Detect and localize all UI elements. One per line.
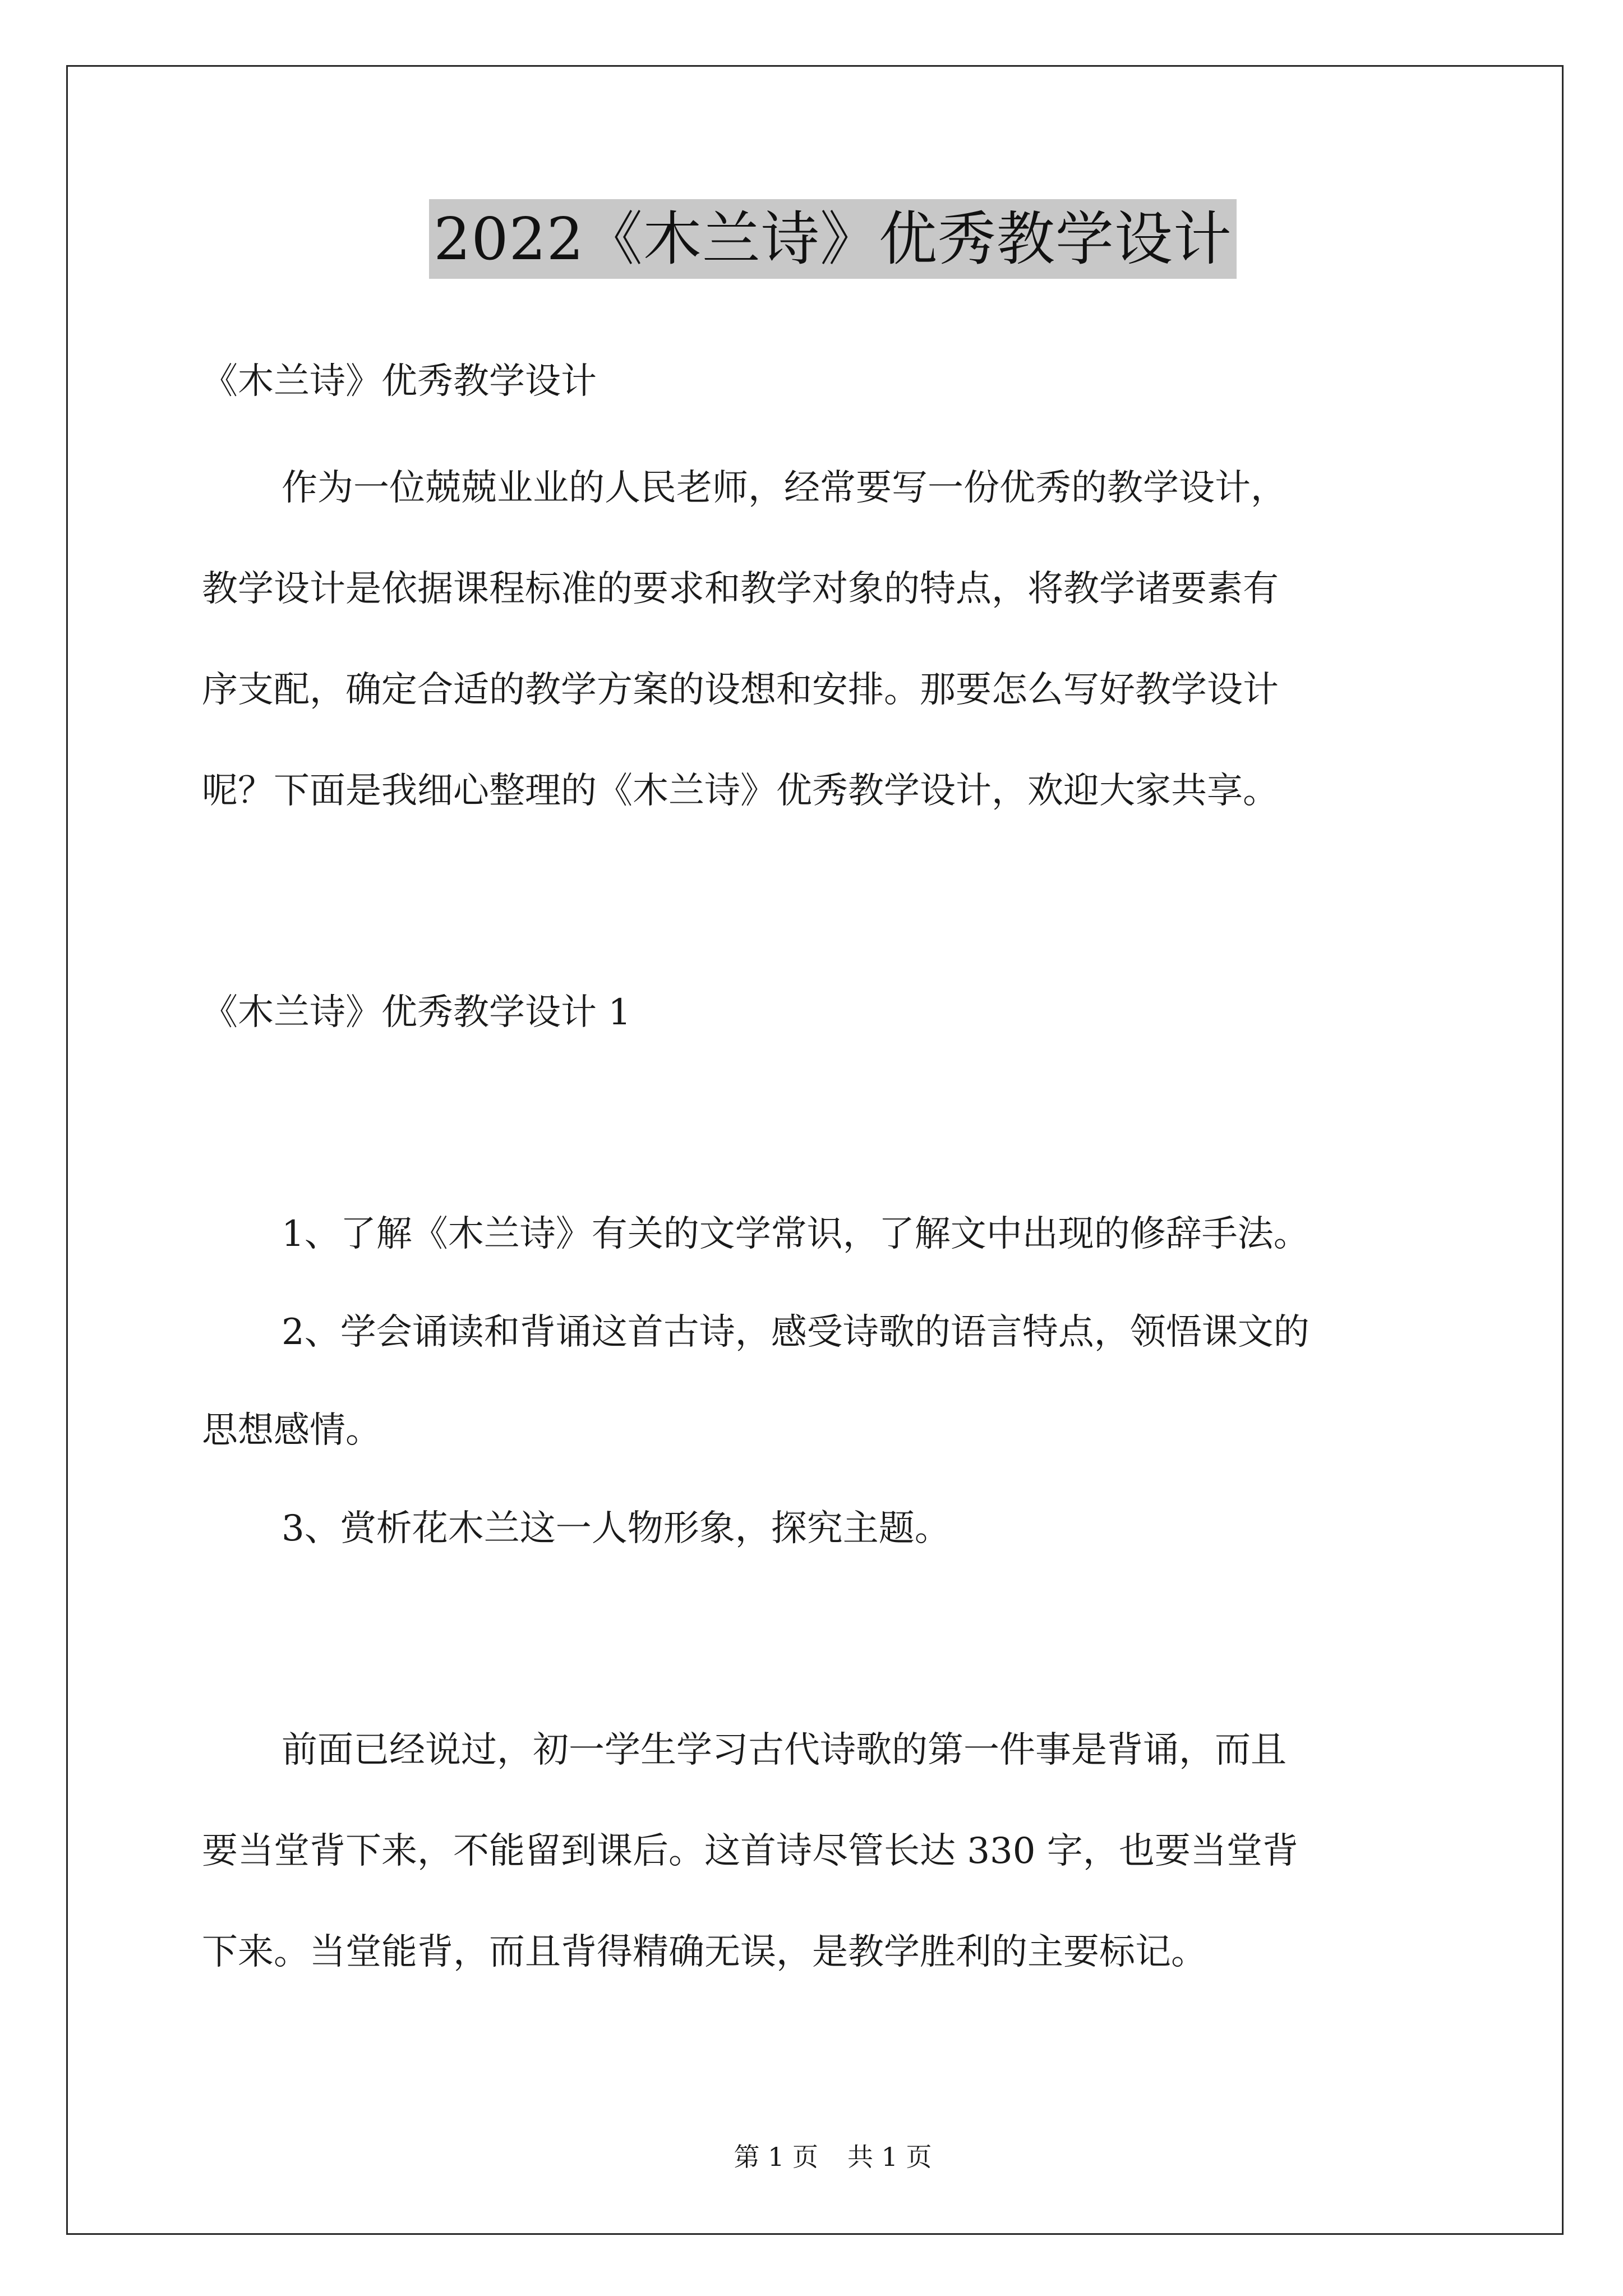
section-heading: 《木兰诗》优秀教学设计 1: [202, 992, 631, 1033]
paragraph-line: 要当堂背下来，不能留到课后。这首诗尽管长达 330 字，也要当堂背: [202, 1830, 1298, 1872]
intro-line: 作为一位兢兢业业的人民老师，经常要写一份优秀的教学设计，: [282, 467, 1287, 509]
paragraph-line: 下来。当堂能背，而且背得精确无误，是教学胜利的主要标记。: [202, 1931, 1207, 1973]
intro-line: 序支配，确定合适的教学方案的设想和安排。那要怎么写好教学设计: [202, 669, 1279, 711]
page-total: 共 1 页: [847, 2142, 932, 2172]
document-subtitle: 《木兰诗》优秀教学设计: [202, 361, 597, 402]
page-number: 第 1 页: [734, 2142, 818, 2172]
title-container: [202, 199, 1464, 279]
objective-line: 1、了解《木兰诗》有关的文学常识，了解文中出现的修辞手法。: [282, 1213, 1310, 1255]
paragraph-line: 前面已经说过，初一学生学习古代诗歌的第一件事是背诵，而且: [282, 1729, 1287, 1771]
objective-line: 3、赏析花木兰这一人物形象，探究主题。: [282, 1508, 951, 1549]
intro-line: 教学设计是依据课程标准的要求和教学对象的特点，将教学诸要素有: [202, 568, 1279, 610]
document-body: [202, 0, 1464, 2296]
page-footer: [202, 2140, 1464, 2174]
document-title: 2022《木兰诗》优秀教学设计: [429, 199, 1237, 279]
intro-line: 呢？下面是我细心整理的《木兰诗》优秀教学设计，欢迎大家共享。: [202, 770, 1279, 812]
objective-line: 2、学会诵读和背诵这首古诗，感受诗歌的语言特点，领悟课文的: [282, 1312, 1310, 1353]
objective-line: 思想感情。: [202, 1410, 381, 1451]
